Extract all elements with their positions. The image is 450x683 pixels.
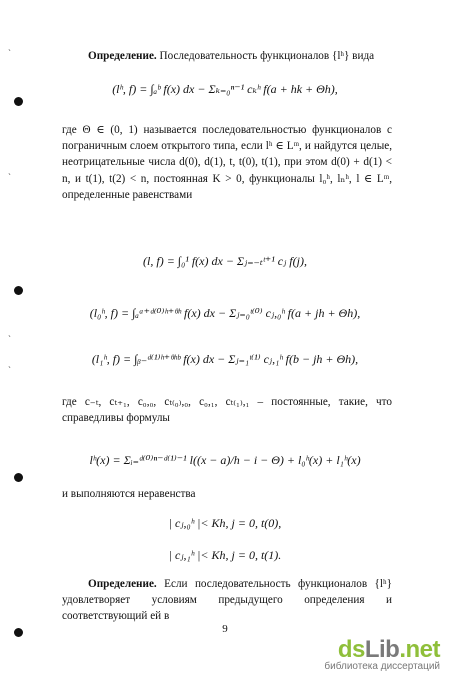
definition-2 xyxy=(62,576,392,625)
paragraph-definition-body: где Θ ∈ (0, 1) называется последовательностью функционалов с пограничным слоем открытого типа, если lʰ ∈ Lᵐ, и найдутся целые, неотрицательные числа d(0), d(1), t, t(0), t(1), при этом d(0) + d(1) < n, и t(1), t(2) < n, постоянная K > 0, функционалы l₀ʰ, lₙʰ, l ∈ Lᵐ, определенные равенствами xyxy=(62,124,392,201)
equation-2: (l, f) = ∫₀¹ f(x) dx − Σⱼ₌₋ₜᵗ⁺¹ cⱼ f(j), xyxy=(143,254,307,268)
page-number: 9 xyxy=(222,623,228,635)
equation-1: (lʰ, f) = ∫ₐᵇ f(x) dx − Σₖ₌₀ⁿ⁻¹ cₖʰ f(a + hk + Θh), xyxy=(112,82,338,96)
paragraph-constants: где c₋ₜ, cₜ₊₁, c₀,₀, cₜ₍₀₎,₀, c₀,₁, cₜ₍₁₎,₁ – постоянные, такие, что справедливы формулы xyxy=(62,396,392,425)
definition-text: Если последовательность функционалов {lʰ} удовлетворяет условиям предыдущего определения и соответствующий ей в xyxy=(62,578,392,623)
equation-3: (l₀ʰ, f) = ∫ₐᵃ⁺ᵈ⁽⁰⁾ʰ⁺ᶿʰ f(x) dx − Σⱼ₌₀ᵗ⁽⁰⁾ cⱼ,₀ʰ f(a + jh + Θh), xyxy=(89,306,361,320)
equation-4: (l₁ʰ, f) = ∫ᵦ₋ᵈ⁽¹⁾ʰ⁺ᶿʰᵇ f(x) dx − Σⱼ₌₁ᵗ⁽¹⁾ cⱼ,₁ʰ f(b − jh + Θh), xyxy=(91,352,359,366)
inequality-1: | cⱼ,₀ʰ |< Kh, j = 0, t(0), xyxy=(168,516,282,530)
definition-label: Определение. xyxy=(88,578,157,590)
binder-hole xyxy=(14,473,23,482)
margin-mark: ˋ xyxy=(8,365,11,375)
binder-hole xyxy=(14,97,23,106)
margin-mark: ˋ xyxy=(8,172,11,182)
equation-5: lʰ(x) = Σᵢ₌ᵈ⁽⁰⁾ⁿ⁻ᵈ⁽¹⁾⁻¹ l((x − a)/h − i − Θ) + l₀ʰ(x) + l₁ʰ(x) xyxy=(89,453,361,467)
margin-mark: ˋ xyxy=(8,334,11,344)
dslib-subtitle: библиотека диссертаций xyxy=(324,661,440,672)
definition-1 xyxy=(62,48,392,64)
margin-mark: ˋ xyxy=(8,48,11,58)
binder-hole xyxy=(14,286,23,295)
dslib-watermark xyxy=(290,636,440,672)
dslib-logo: dsLib.net xyxy=(337,636,440,663)
definition-text: Последовательность функционалов {lʰ} вида xyxy=(156,50,375,62)
inequality-2: | cⱼ,₁ʰ |< Kh, j = 0, t(1). xyxy=(168,548,282,562)
definition-label: Определение. xyxy=(88,50,157,62)
paragraph-inequalities: и выполняются неравенства xyxy=(62,488,196,500)
